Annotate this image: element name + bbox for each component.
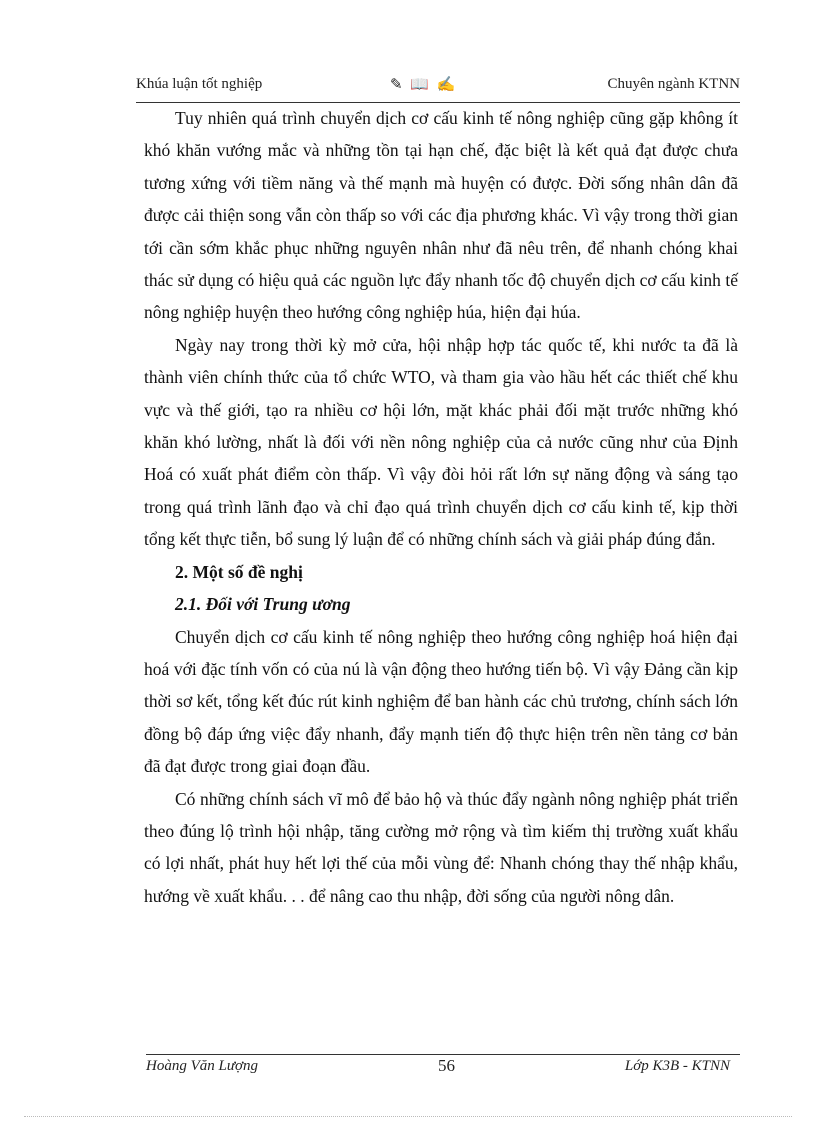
document-body — [144, 102, 738, 912]
page-number: 56 — [438, 1056, 455, 1075]
footer-divider — [146, 1054, 740, 1055]
page-bottom-border — [24, 1116, 792, 1117]
book-ornament-icon: ✎ 📖 ✍ — [390, 77, 458, 93]
section-heading: 2. Một số đề nghị — [175, 561, 303, 582]
paragraph-4: Có những chính sách vĩ mô để bảo hộ và thúc đẩy ngành nông nghiệp phát triển theo đúng lộ trình hội nhập, tăng cường mở rộng và tìm kiếm thị trường xuất khẩu có lợi nhất, phát huy hết lợi thế của mỗi vùng để: Nhanh chóng thay thế nhập khẩu, hướng về xuất khẩu. . . để nâng cao thu nhập, đời sống của người nông dân. — [144, 788, 738, 906]
page-header — [136, 76, 740, 102]
header-major: Chuyên ngành KTNN — [607, 76, 740, 92]
footer-author: Hoàng Văn Lượng — [146, 1058, 259, 1074]
footer-class: Lớp K3B - KTNN — [624, 1058, 730, 1074]
paragraph-1: Tuy nhiên quá trình chuyển dịch cơ cấu kinh tế nông nghiệp cũng gặp không ít khó khăn vướng mắc và những tồn tại hạn chế, đặc biệt là kết quả đạt được chưa tương xứng với tiềm năng và thế mạnh mà huyện có được. Đời sống nhân dân đã được cải thiện song vẫn còn thấp so với các địa phương khác. Vì vậy trong thời gian tới cần sớm khắc phục những nguyên nhân như đã nêu trên, để nhanh chóng khai thác sử dụng có hiệu quả các nguồn lực đẩy nhanh tốc độ chuyển dịch cơ cấu kinh tế nông nghiệp huyện theo hướng công nghiệp húa, hiện đại húa. — [144, 108, 738, 323]
header-thesis-title: Khúa luận tốt nghiệp — [136, 76, 263, 92]
paragraph-3: Chuyển dịch cơ cấu kinh tế nông nghiệp theo hướng công nghiệp hoá hiện đại hoá với đặc tính vốn có của nú là vận động theo hướng tiến bộ. Vì vậy Đảng cần kịp thời sơ kết, tổng kết đúc rút kinh nghiệm để ban hành các chủ trương, chính sách lớn đồng bộ đáp ứng việc đẩy nhanh, đẩy mạnh tiến độ thực hiện trên nền tảng cơ bản đã đạt được trong giai đoạn đầu. — [144, 626, 738, 777]
page-footer — [146, 1058, 740, 1082]
subsection-heading: 2.1. Đối với Trung ương — [175, 594, 351, 615]
paragraph-2: Ngày nay trong thời kỳ mở cửa, hội nhập hợp tác quốc tế, khi nước ta đã là thành viên chính thức của tổ chức WTO, và tham gia vào hầu hết các thiết chế khu vực và thế giới, tạo ra nhiều cơ hội lớn, mặt khác phải đối mặt trước những khó khăn khó lường, nhất là đối với nền nông nghiệp của cả nước cũng như của Định Hoá có xuất phát điểm còn thấp. Vì vậy đòi hỏi rất lớn sự năng động và sáng tạo trong quá trình lãnh đạo và chỉ đạo quá trình chuyển dịch cơ cấu kinh tế, kịp thời tổng kết thực tiễn, bổ sung lý luận để có những chính sách và giải pháp đúng đắn. — [144, 334, 738, 550]
